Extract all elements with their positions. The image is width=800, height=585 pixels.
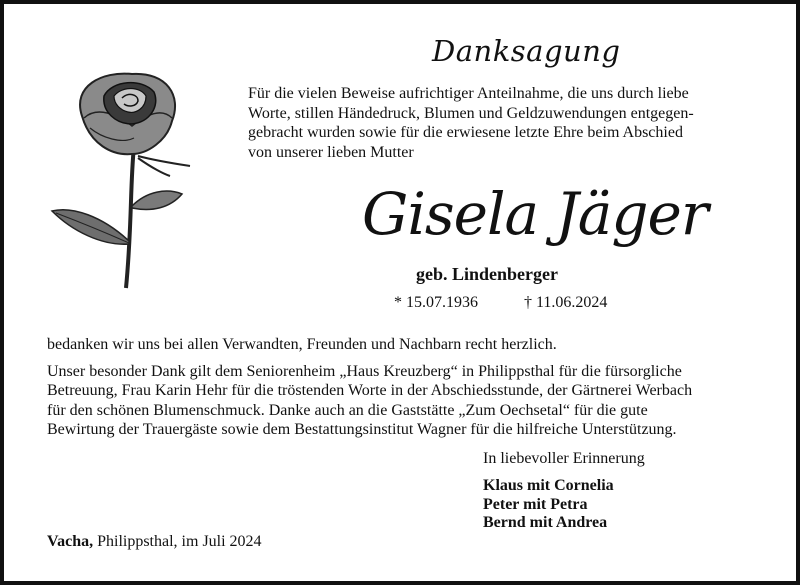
- rose-icon: [42, 66, 202, 291]
- intro-line: Für die vielen Beweise aufrichtiger Anteilnahme, die uns durch liebe: [248, 85, 689, 102]
- intro-line: Worte, stillen Händedruck, Blumen und Geldzuwendungen entgegen-: [248, 104, 694, 122]
- signer: Peter mit Petra: [483, 495, 588, 513]
- place-rest: Philippsthal, im Juli 2024: [93, 533, 262, 550]
- memory-line: In liebevoller Erinnerung: [483, 450, 645, 467]
- death-date: † 11.06.2024: [524, 294, 608, 311]
- intro-line: gebracht wurden sowie für die erwiesene letzte Ehre beim Abschied: [248, 124, 683, 141]
- body-line: Unser besonder Dank gilt dem Seniorenheim „Haus Kreuzberg“ in Philippsthal für die fürsorgliche: [47, 363, 682, 380]
- body-line: Betreuung, Frau Karin Hehr für die tröstenden Worte in der Abschiedsstunde, der Gärtnerei Werbach: [47, 382, 693, 400]
- thanks-line: bedanken wir uns bei allen Verwandten, Freunden und Nachbarn recht herzlich.: [47, 336, 557, 353]
- body-line: für den schönen Blumenschmuck. Danke auch an die Gaststätte „Zum Oechsetal“ für die gute: [47, 401, 648, 419]
- heading: Danksagung: [432, 34, 621, 68]
- intro-paragraph: [248, 84, 758, 162]
- deceased-name: Gisela Jäger: [362, 180, 708, 248]
- place-date: [47, 533, 262, 551]
- maiden-name: geb. Lindenberger: [416, 264, 558, 284]
- body-paragraph: [47, 362, 767, 440]
- signers-list: [483, 477, 614, 533]
- signer: Bernd mit Andrea: [483, 514, 608, 531]
- signer: Klaus mit Cornelia: [483, 477, 614, 494]
- intro-line: von unserer lieben Mutter: [248, 143, 414, 161]
- place-town: Vacha,: [47, 533, 94, 550]
- body-line: Bewirtung der Trauergäste sowie dem Bestattungsinstitut Wagner für die hilfreiche Unterstützung.: [47, 421, 677, 439]
- birth-date: * 15.07.1936: [394, 294, 478, 311]
